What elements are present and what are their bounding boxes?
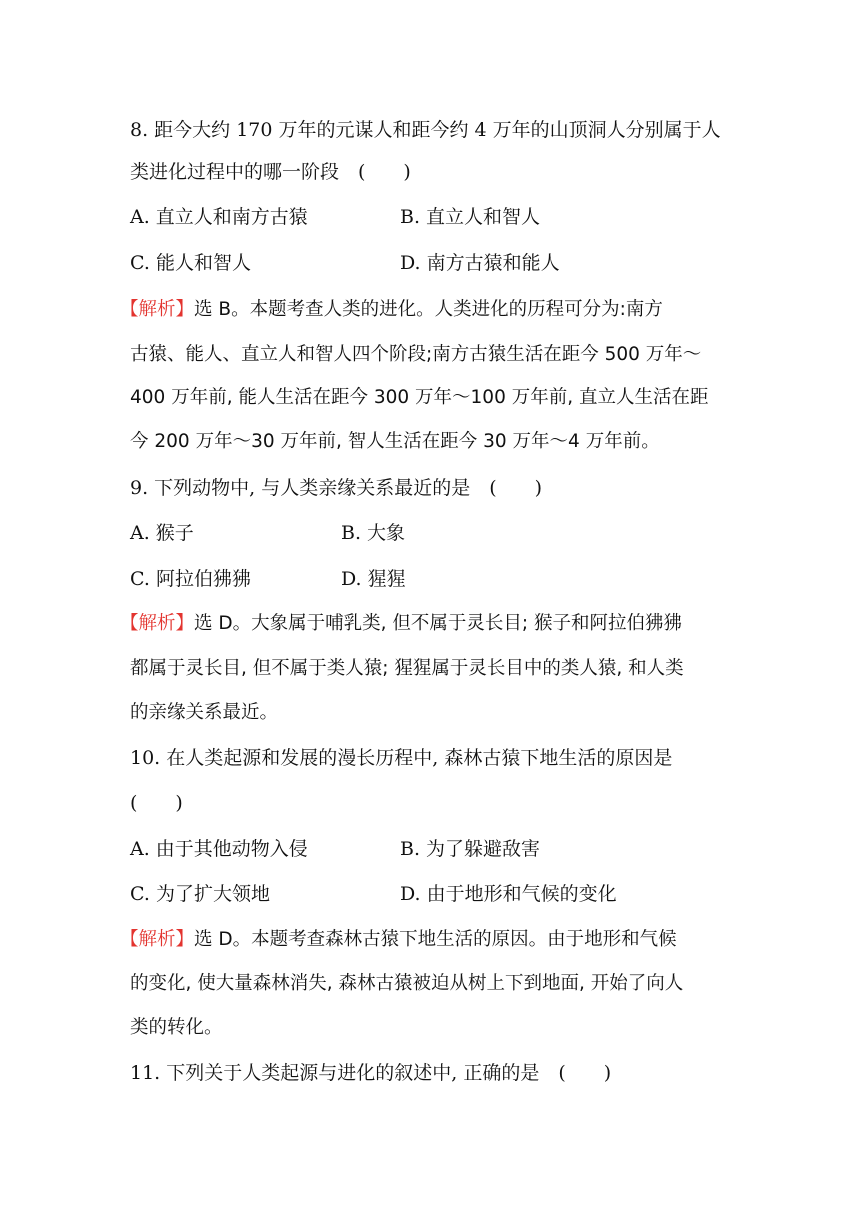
question-9-option-b: B. 大象 <box>341 522 406 544</box>
question-8-explanation-line-4: 今 200 万年～30 万年前, 智人生活在距今 30 万年～4 万年前。 <box>130 431 660 452</box>
question-10-explanation-line-1 <box>120 928 677 952</box>
explanation-tag: 【解析】 <box>120 929 195 950</box>
question-9-explanation-line-2: 都属于灵长目, 但不属于类人猿; 猩猩属于灵长目中的类人猿, 和人类 <box>130 658 684 679</box>
question-8-option-d: D. 南方古猿和能人 <box>400 252 560 274</box>
question-10-text-line-2: ( ) <box>130 792 183 814</box>
question-9-explanation-line-1 <box>120 612 682 636</box>
question-9-explanation-line-3: 的亲缘关系最近。 <box>130 702 279 723</box>
question-8-explanation-line-3: 400 万年前, 能人生活在距今 300 万年～100 万年前, 直立人生活在距 <box>130 387 709 408</box>
question-10-option-c: C. 为了扩大领地 <box>130 883 270 905</box>
explanation-tag: 【解析】 <box>120 613 195 634</box>
question-10-option-d: D. 由于地形和气候的变化 <box>400 883 617 905</box>
question-10-option-b: B. 为了躲避敌害 <box>400 838 541 860</box>
question-9-option-d: D. 猩猩 <box>341 568 406 590</box>
question-10-explanation-line-3: 类的转化。 <box>130 1017 223 1038</box>
explanation-text: 选 B。本题考查人类的进化。人类进化的历程可分为:南方 <box>194 299 663 320</box>
question-8-option-b: B. 直立人和智人 <box>400 206 541 228</box>
question-10-option-a: A. 由于其他动物入侵 <box>130 838 308 860</box>
question-11-text-line-1: 11. 下列关于人类起源与进化的叙述中, 正确的是 ( ) <box>130 1062 612 1084</box>
explanation-text: 选 D。大象属于哺乳类, 但不属于灵长目; 猴子和阿拉伯狒狒 <box>194 613 683 634</box>
question-10-explanation-line-2: 的变化, 使大量森林消失, 森林古猿被迫从树上下到地面, 开始了向人 <box>130 973 684 994</box>
question-8-option-c: C. 能人和智人 <box>130 252 251 274</box>
question-8-explanation-line-1 <box>120 298 663 322</box>
question-9-option-c: C. 阿拉伯狒狒 <box>130 568 251 590</box>
question-9-option-a: A. 猴子 <box>130 522 194 544</box>
question-8-explanation-line-2: 古猿、能人、直立人和智人四个阶段;南方古猿生活在距今 500 万年～ <box>130 344 702 365</box>
question-10-text-line-1: 10. 在人类起源和发展的漫长历程中, 森林古猿下地生活的原因是 <box>130 747 673 769</box>
question-9-text-line-1: 9. 下列动物中, 与人类亲缘关系最近的是 ( ) <box>130 477 543 499</box>
explanation-text: 选 D。本题考查森林古猿下地生活的原因。由于地形和气候 <box>194 929 677 950</box>
question-8-text-line-2: 类进化过程中的哪一阶段 ( ) <box>130 161 411 183</box>
question-8-option-a: A. 直立人和南方古猿 <box>130 206 308 228</box>
explanation-tag: 【解析】 <box>120 299 195 320</box>
question-8-text-line-1: 8. 距今大约 170 万年的元谋人和距今约 4 万年的山顶洞人分别属于人 <box>130 119 721 141</box>
